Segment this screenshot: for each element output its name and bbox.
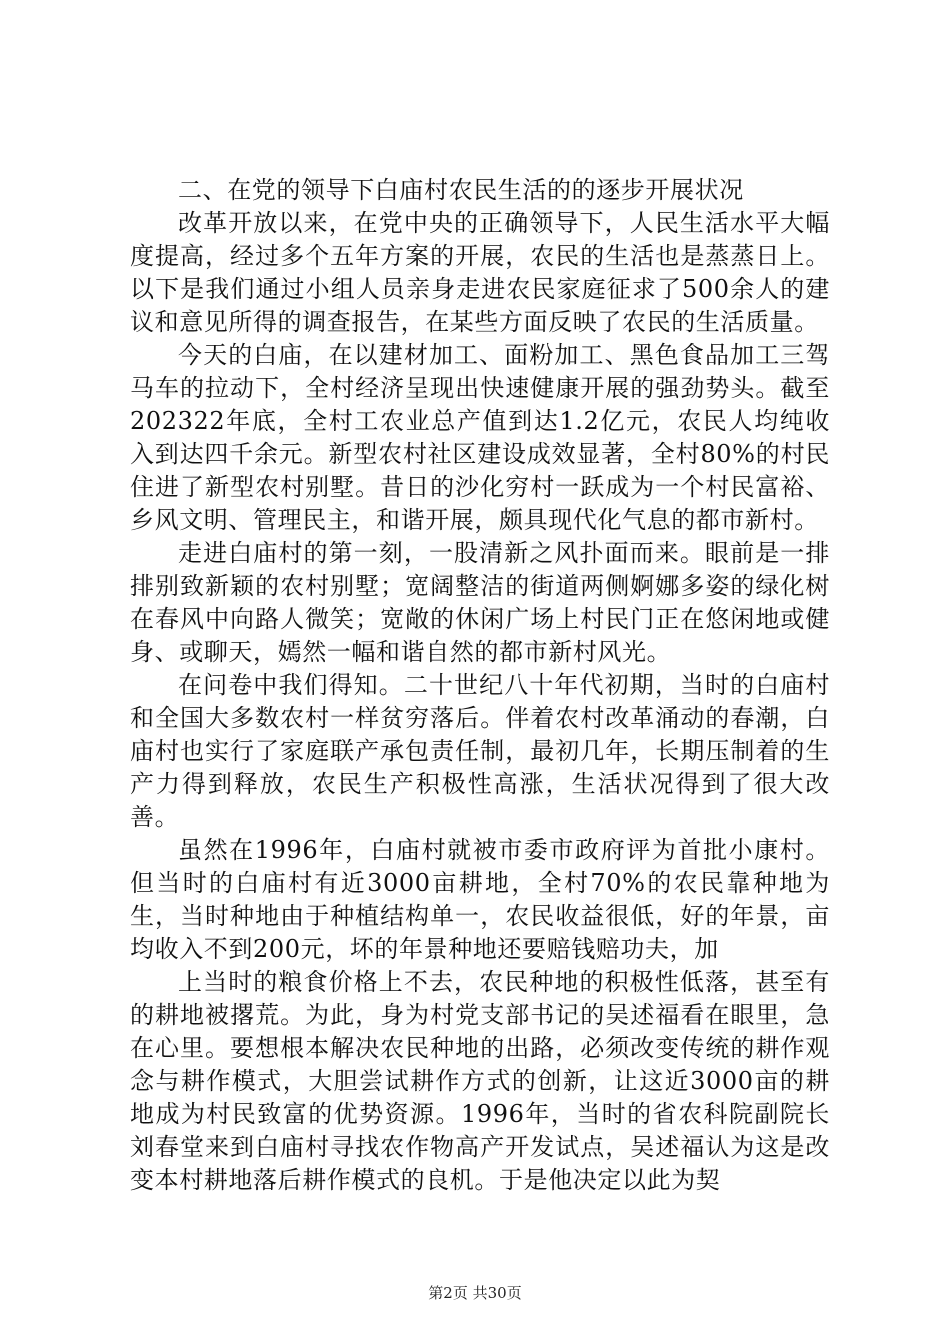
paragraph-1: 改革开放以来，在党中央的正确领导下，人民生活水平大幅度提高，经过多个五年方案的开展，农民的生活也是蒸蒸日上。以下是我们通过小组人员亲身走进农民家庭征求了500余人的建议和意见所得的调查报告，在某些方面反映了农民的生活质量。 [130,209,830,336]
page-number-label: 第2页 共30页 [428,1284,522,1302]
paragraph-4: 在问卷中我们得知。二十世纪八十年代初期，当时的白庙村和全国大多数农村一样贫穷落后。伴着农村改革涌动的春潮，白庙村也实行了家庭联产承包责任制，最初几年，长期压制着的生产力得到释放，农民生产积极性高涨，生活状况得到了很大改善。 [130,671,830,831]
page-footer [0,1283,950,1303]
paragraph-5: 虽然在1996年，白庙村就被市委市政府评为首批小康村。但当时的白庙村有近3000亩耕地，全村70%的农民靠种地为生，当时种地由于种植结构单一，农民收益很低，好的年景，亩均收入不到200元，坏的年景种地还要赔钱赔功夫，加 [130,836,830,963]
paragraph-3: 走进白庙村的第一刻，一股清新之风扑面而来。眼前是一排排别致新颖的农村别墅；宽阔整洁的街道两侧婀娜多姿的绿化树在春风中向路人微笑；宽敞的休闲广场上村民门正在悠闲地或健身、或聊天，嫣然一幅和谐自然的都市新村风光。 [130,539,830,666]
section-heading: 二、在党的领导下白庙村农民生活的的逐步开展状况 [178,176,744,204]
paragraph-6: 上当时的粮食价格上不去，农民种地的积极性低落，甚至有的耕地被撂荒。为此，身为村党支部书记的吴述福看在眼里，急在心里。要想根本解决农民种地的出路，必须改变传统的耕作观念与耕作模式，大胆尝试耕作方式的创新，让这近3000亩的耕地成为村民致富的优势资源。1996年，当时的省农科院副院长刘春堂来到白庙村寻找农作物高产开发试点，吴述福认为这是改变本村耕地落后耕作模式的良机。于是他决定以此为契 [130,968,830,1194]
paragraph-2: 今天的白庙，在以建材加工、面粉加工、黑色食品加工三驾马车的拉动下，全村经济呈现出快速健康开展的强劲势头。截至202322年底，全村工农业总产值到达1.2亿元，农民人均纯收入到达四千余元。新型农村社区建设成效显著，全村80%的村民住进了新型农村别墅。昔日的沙化穷村一跃成为一个村民富裕、乡风文明、管理民主，和谐开展，颇具现代化气息的都市新村。 [130,341,830,534]
document-body [130,174,830,1197]
